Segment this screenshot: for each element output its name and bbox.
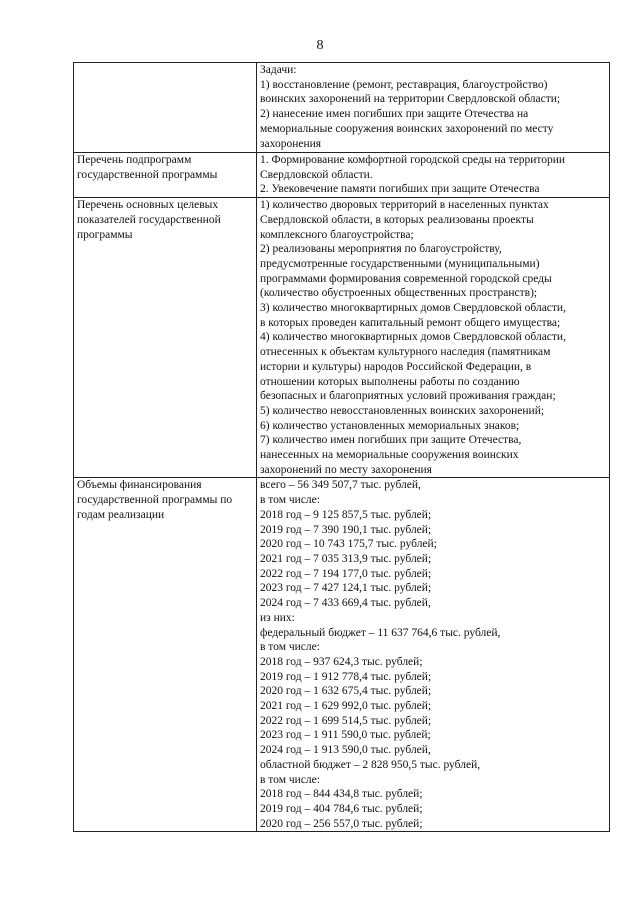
- cell-text-line: (количество обустроенных общественных пространств);: [260, 287, 538, 300]
- cell-text-line: 2018 год – 9 125 857,5 тыс. рублей;: [260, 508, 432, 521]
- cell-text-line: 2019 год – 7 390 190,1 тыс. рублей;: [260, 523, 432, 536]
- cell-text-line: 2021 год – 7 035 313,9 тыс. рублей;: [260, 552, 432, 565]
- cell-text-line: 1) восстановление (ремонт, реставрация, благоустройство): [260, 78, 548, 91]
- table-row: [74, 153, 610, 198]
- cell-text-line: Задачи:: [260, 64, 297, 76]
- table-row: [74, 478, 610, 832]
- cell-text-line: 2. Увековечение памяти погибших при защите Отечества: [260, 183, 540, 196]
- cell-text-line: Перечень основных целевых: [77, 199, 219, 212]
- cell-text-line: 2022 год – 7 194 177,0 тыс. рублей;: [260, 567, 432, 580]
- cell-text-line: 2023 год – 7 427 124,1 тыс. рублей;: [260, 582, 432, 595]
- cell-text-line: программы: [77, 228, 133, 241]
- cell-text-line: 2023 год – 1 911 590,0 тыс. рублей;: [260, 729, 431, 742]
- cell-text-line: всего – 56 349 507,7 тыс. рублей,: [260, 479, 421, 492]
- cell-text-line: 2018 год – 844 434,8 тыс. рублей;: [260, 788, 423, 801]
- cell-text-line: 2021 год – 1 629 992,0 тыс. рублей;: [260, 700, 432, 713]
- cell-text-line: 5) количество невосстановленных воинских захоронений;: [260, 404, 545, 417]
- cell-text-line: Свердловской области.: [260, 168, 373, 181]
- table-row: [74, 63, 610, 153]
- cell-text-line: предусмотренные государственными (муниципальными): [260, 257, 540, 270]
- cell-text-line: 2020 год – 10 743 175,7 тыс. рублей;: [260, 538, 437, 551]
- cell-text-line: 2024 год – 7 433 669,4 тыс. рублей,: [260, 597, 431, 610]
- row-value-cell: [257, 478, 610, 832]
- cell-text-line: 3) количество многоквартирных домов Свердловской области,: [260, 302, 566, 315]
- cell-text-line: захоронений по месту захоронения: [260, 463, 432, 476]
- cell-text-line: 2019 год – 404 784,6 тыс. рублей;: [260, 802, 423, 815]
- cell-text-line: 6) количество установленных мемориальных знаков;: [260, 419, 520, 432]
- cell-text-line: в том числе:: [260, 494, 320, 507]
- cell-text-line: истории и культуры) народов Российской Федерации, в: [260, 360, 532, 373]
- cell-text-line: государственной программы: [77, 168, 218, 181]
- cell-text-line: Перечень подпрограмм: [77, 154, 192, 166]
- row-label-cell: [74, 478, 257, 832]
- cell-text-line: 2020 год – 1 632 675,4 тыс. рублей;: [260, 685, 432, 698]
- cell-text-line: отношении которых выполнены работы по созданию: [260, 375, 520, 388]
- cell-text-line: 2018 год – 937 624,3 тыс. рублей;: [260, 655, 423, 668]
- cell-text-line: захоронения: [260, 137, 322, 150]
- row-label-cell: [74, 198, 257, 478]
- cell-text-line: из них:: [260, 611, 295, 624]
- cell-text-line: комплексного благоустройства;: [260, 228, 414, 241]
- cell-text-line: федеральный бюджет – 11 637 764,6 тыс. рублей,: [260, 626, 501, 639]
- cell-text-line: областной бюджет – 2 828 950,5 тыс. рублей,: [260, 758, 481, 771]
- cell-text-line: 2) реализованы мероприятия по благоустройству,: [260, 243, 502, 256]
- program-passport-table: [73, 62, 610, 832]
- cell-text-line: в том числе:: [260, 773, 320, 786]
- row-value-cell: [257, 198, 610, 478]
- cell-text-line: 2) нанесение имен погибших при защите Отечества на: [260, 108, 529, 121]
- cell-text-line: годам реализации: [77, 508, 165, 521]
- cell-text-line: 2020 год – 256 557,0 тыс. рублей;: [260, 817, 423, 830]
- cell-text-line: программами формирования современной городской среды: [260, 272, 552, 285]
- cell-text-line: отнесенных к объектам культурного наследия (памятникам: [260, 346, 551, 359]
- cell-text-line: 2024 год – 1 913 590,0 тыс. рублей,: [260, 744, 431, 757]
- cell-text-line: в которых проведен капитальный ремонт общего имущества;: [260, 316, 561, 329]
- cell-text-line: Объемы финансирования: [77, 479, 202, 492]
- table-row: [74, 198, 610, 478]
- cell-text-line: мемориальные сооружения воинских захоронений по месту: [260, 122, 554, 135]
- cell-text-line: 7) количество имен погибших при защите Отечества,: [260, 434, 522, 447]
- cell-text-line: нанесенных на мемориальные сооружения воинских: [260, 449, 519, 462]
- row-value-cell: [257, 63, 610, 153]
- cell-text-line: 2019 год – 1 912 778,4 тыс. рублей;: [260, 670, 432, 683]
- row-label-cell: [74, 63, 257, 153]
- cell-text-line: воинских захоронений на территории Свердловской области;: [260, 93, 561, 106]
- page-number: 8: [316, 38, 324, 53]
- cell-text-line: 2022 год – 1 699 514,5 тыс. рублей;: [260, 714, 432, 727]
- cell-text-line: Свердловской области, в которых реализованы проекты: [260, 213, 534, 226]
- cell-text-line: в том числе:: [260, 641, 320, 654]
- cell-text-line: 4) количество многоквартирных домов Свердловской области,: [260, 331, 566, 344]
- cell-text-line: 1) количество дворовых территорий в населенных пунктах: [260, 199, 549, 212]
- row-label-cell: [74, 153, 257, 198]
- cell-text-line: 1. Формирование комфортной городской среды на территории: [260, 154, 566, 166]
- cell-text-line: показателей государственной: [77, 213, 221, 226]
- cell-text-line: безопасных и благоприятных условий проживания граждан;: [260, 390, 556, 403]
- cell-text-line: государственной программы по: [77, 494, 233, 507]
- row-value-cell: [257, 153, 610, 198]
